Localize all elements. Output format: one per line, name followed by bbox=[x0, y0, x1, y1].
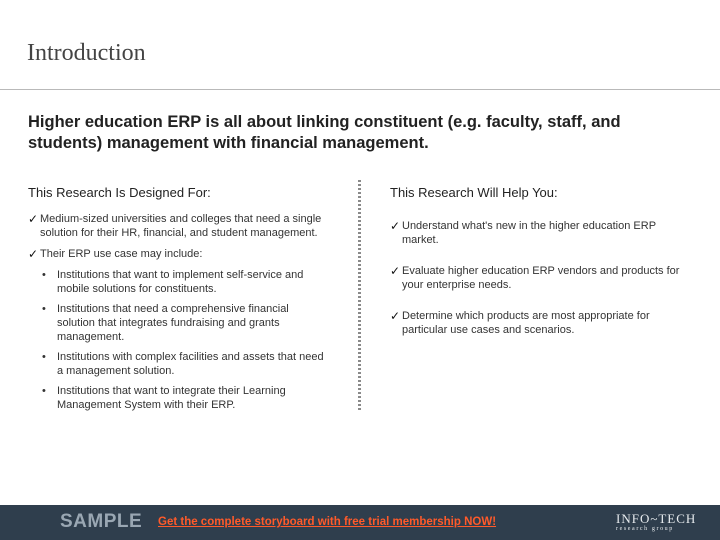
bullet-icon: • bbox=[42, 385, 46, 397]
left-check-item: ✓ Their ERP use case may include: bbox=[28, 247, 203, 261]
left-column bbox=[28, 212, 328, 412]
trial-membership-link[interactable]: Get the complete storyboard with free trial membership NOW! bbox=[158, 516, 497, 528]
subtitle: Higher education ERP is all about linking constituent (e.g. faculty, staff, and students) management with financial management. bbox=[28, 113, 621, 152]
info-tech-logo bbox=[616, 512, 696, 533]
checkmark-icon: ✓ bbox=[390, 309, 401, 323]
right-column bbox=[390, 219, 690, 337]
left-check-item: ✓ Medium-sized universities and colleges that need a single solution for their HR, financial, and student management. bbox=[28, 212, 322, 239]
right-check-item: ✓ Determine which products are most appropriate for particular use cases and scenarios. bbox=[390, 309, 650, 336]
list-item: • Institutions that want to integrate their Learning Management System with their ERP. bbox=[42, 385, 286, 411]
bullet-icon: • bbox=[42, 269, 46, 281]
bullet-icon: • bbox=[42, 303, 46, 315]
list-item: • Institutions with complex facilities and assets that need a management solution. bbox=[42, 351, 324, 377]
right-check-item: ✓ Understand what's new in the higher education ERP market. bbox=[390, 219, 656, 246]
right-column-heading: This Research Will Help You: bbox=[390, 185, 558, 200]
logo-wordmark: INFO~TECH bbox=[616, 511, 697, 526]
checkmark-icon: ✓ bbox=[28, 247, 39, 261]
column-divider bbox=[358, 180, 361, 412]
checkmark-icon: ✓ bbox=[390, 219, 401, 233]
logo-tagline: research group bbox=[616, 526, 674, 532]
title-divider bbox=[0, 89, 720, 90]
page-title: Introduction bbox=[27, 40, 146, 66]
sample-label: SAMPLE bbox=[60, 511, 143, 532]
list-item: • Institutions that want to implement self-service and mobile solutions for constituents. bbox=[42, 269, 304, 295]
left-column-heading: This Research Is Designed For: bbox=[28, 185, 211, 200]
right-check-item: ✓ Evaluate higher education ERP vendors and products for your enterprise needs. bbox=[390, 264, 680, 291]
checkmark-icon: ✓ bbox=[390, 264, 401, 278]
bullet-icon: • bbox=[42, 351, 46, 363]
list-item: • Institutions that need a comprehensive financial solution that integrates fundraising and grants management. bbox=[42, 303, 289, 343]
checkmark-icon: ✓ bbox=[28, 212, 39, 226]
